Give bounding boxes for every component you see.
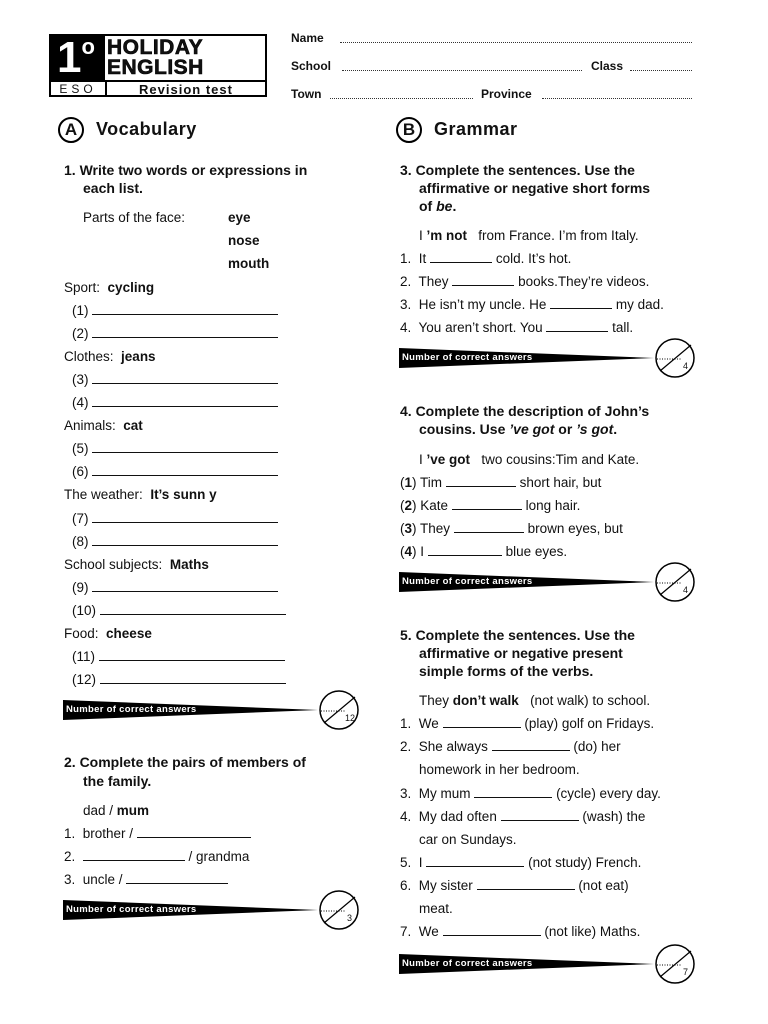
answer-blank[interactable] xyxy=(92,337,278,338)
title-box xyxy=(49,34,267,97)
q2-example: dad / mum xyxy=(83,803,150,818)
q3-instruction-3: of be. xyxy=(419,198,457,214)
eso-label: ESO xyxy=(51,80,107,97)
q2-item-1: 1. brother / xyxy=(64,826,251,841)
q3-item-4: 4. You aren’t short. You tall. xyxy=(400,320,634,335)
town-field[interactable] xyxy=(330,98,473,99)
answer-blank[interactable] xyxy=(446,486,516,487)
section-a-title: Vocabulary xyxy=(96,119,197,139)
section-b-title: Grammar xyxy=(434,119,518,139)
subtitle: Revision test xyxy=(107,80,265,97)
q3-example: I ’m not from France. I’m from Italy. xyxy=(419,228,639,243)
answer-blank[interactable] xyxy=(92,452,278,453)
class-field[interactable] xyxy=(630,70,692,71)
q5-item-4: 4. My dad often (wash) the xyxy=(400,809,646,824)
score-label: Number of correct answers xyxy=(66,904,197,915)
score-total: 4 xyxy=(683,585,689,595)
answer-blank[interactable] xyxy=(454,532,524,533)
score-label: Number of correct answers xyxy=(402,958,533,969)
q1-group-label: The weather: It’s sunn y xyxy=(64,487,217,502)
q1-group-label: Sport: cycling xyxy=(64,280,155,295)
q5-item-5: 5. I (not study) French. xyxy=(400,855,642,870)
score-label: Number of correct answers xyxy=(402,352,533,363)
q2-instruction-2: the family. xyxy=(83,773,152,789)
answer-blank[interactable] xyxy=(99,660,285,661)
q5-item-2: 2. She always (do) her xyxy=(400,739,621,754)
answer-blank[interactable] xyxy=(92,314,278,315)
q1-instruction-2: each list. xyxy=(83,180,143,196)
answer-blank[interactable] xyxy=(137,837,251,838)
answer-blank[interactable] xyxy=(492,750,570,751)
q5-instruction-3: simple forms of the verbs. xyxy=(419,663,594,679)
q1-item-10: (10) xyxy=(72,603,286,618)
score-bar-q4 xyxy=(399,562,699,602)
q1-item-6: (6) xyxy=(72,464,278,479)
score-bar-q2 xyxy=(63,890,363,930)
answer-blank[interactable] xyxy=(92,475,278,476)
q4-instruction-2: cousins. Use ’ve got or ’s got. xyxy=(419,421,618,437)
q1-instruction-1: 1. Write two words or expressions in xyxy=(64,162,308,178)
section-a-badge: A xyxy=(58,117,84,143)
q5-item-7: 7. We (not like) Maths. xyxy=(400,924,641,939)
q2-item-3: 3. uncle / xyxy=(64,872,228,887)
q4-item-1: (1) Tim short hair, but xyxy=(400,475,602,490)
q1-item-3: (3) xyxy=(72,372,278,387)
answer-blank[interactable] xyxy=(100,683,286,684)
q5-item-6-cont: meat. xyxy=(419,901,453,916)
q4-example: I ’ve got two cousins:Tim and Kate. xyxy=(419,452,640,467)
q1-item-9: (9) xyxy=(72,580,278,595)
q4-item-4: (4) I blue eyes. xyxy=(400,544,568,559)
q3-instruction-1: 3. Complete the sentences. Use the xyxy=(400,162,635,178)
q1-group-label: School subjects: Maths xyxy=(64,557,209,572)
q3-item-3: 3. He isn’t my uncle. He my dad. xyxy=(400,297,664,312)
answer-blank[interactable] xyxy=(452,509,522,510)
q1-item-1: (1) xyxy=(72,303,278,318)
score-total: 3 xyxy=(347,913,353,923)
answer-blank[interactable] xyxy=(92,522,278,523)
score-label: Number of correct answers xyxy=(402,576,533,587)
province-label: Province xyxy=(481,87,532,101)
score-bar-q5 xyxy=(399,944,699,984)
class-label: Class xyxy=(591,59,624,73)
q1-face-label: Parts of the face: xyxy=(83,210,186,225)
answer-blank[interactable] xyxy=(430,262,492,263)
answer-blank[interactable] xyxy=(477,889,575,890)
answer-blank[interactable] xyxy=(92,591,278,592)
q1-group-label: Food: cheese xyxy=(64,626,152,641)
q1-item-8: (8) xyxy=(72,534,278,549)
q5-item-1: 1. We (play) golf on Fridays. xyxy=(400,716,655,731)
section-b-badge: B xyxy=(396,117,422,143)
score-total: 7 xyxy=(683,967,689,977)
q5-instruction-1: 5. Complete the sentences. Use the xyxy=(400,627,635,643)
q2-instruction-1: 2. Complete the pairs of members of xyxy=(64,754,306,770)
name-label: Name xyxy=(291,31,324,45)
q1-item-4: (4) xyxy=(72,395,278,410)
q1-item-7: (7) xyxy=(72,511,278,526)
name-field[interactable] xyxy=(340,42,692,43)
q1-face-word: mouth xyxy=(228,256,270,271)
q5-example: They don’t walk (not walk) to school. xyxy=(419,693,651,708)
answer-blank[interactable] xyxy=(443,727,521,728)
level-number: 1$^o$ xyxy=(51,36,105,80)
score-bar-q3 xyxy=(399,338,699,378)
q5-instruction-2: affirmative or negative present xyxy=(419,645,623,661)
answer-blank[interactable] xyxy=(550,308,612,309)
score-total: 12 xyxy=(345,713,356,723)
answer-blank[interactable] xyxy=(100,614,286,615)
answer-blank[interactable] xyxy=(546,331,608,332)
answer-blank[interactable] xyxy=(474,797,552,798)
score-bar-q1 xyxy=(63,690,363,730)
answer-blank[interactable] xyxy=(126,883,228,884)
q5-item-4-cont: car on Sundays. xyxy=(419,832,517,847)
q1-face-word: eye xyxy=(228,210,251,225)
answer-blank[interactable] xyxy=(92,383,278,384)
q3-item-2: 2. They books.They’re videos. xyxy=(400,274,650,289)
q1-item-2: (2) xyxy=(72,326,278,341)
answer-blank[interactable] xyxy=(426,866,524,867)
answer-blank[interactable] xyxy=(92,406,278,407)
answer-blank[interactable] xyxy=(452,285,514,286)
score-label: Number of correct answers xyxy=(66,704,197,715)
q5-item-2-cont: homework in her bedroom. xyxy=(419,762,580,777)
q1-face-word: nose xyxy=(228,233,260,248)
q2-item-2: 2. / grandma xyxy=(64,849,250,864)
answer-blank[interactable] xyxy=(443,935,541,936)
school-field[interactable] xyxy=(342,70,582,71)
school-label: School xyxy=(291,59,332,73)
answer-blank[interactable] xyxy=(83,860,185,861)
q1-item-11: (11) xyxy=(72,649,285,664)
q1-group-label: Clothes: jeans xyxy=(64,349,156,364)
q5-item-6: 6. My sister (not eat) xyxy=(400,878,629,893)
q4-item-3: (3) They brown eyes, but xyxy=(400,521,623,536)
town-label: Town xyxy=(291,87,322,101)
q3-item-1: 1. It cold. It’s hot. xyxy=(400,251,572,266)
province-field[interactable] xyxy=(542,98,692,99)
q3-instruction-2: affirmative or negative short forms xyxy=(419,180,651,196)
q4-item-2: (2) Kate long hair. xyxy=(400,498,581,513)
answer-blank[interactable] xyxy=(428,555,502,556)
answer-blank[interactable] xyxy=(501,820,579,821)
q1-group-label: Animals: cat xyxy=(64,418,143,433)
q5-item-3: 3. My mum (cycle) every day. xyxy=(400,786,661,801)
q4-instruction-1: 4. Complete the description of John’s xyxy=(400,403,650,419)
q1-item-12: (12) xyxy=(72,672,286,687)
q1-item-5: (5) xyxy=(72,441,278,456)
answer-blank[interactable] xyxy=(92,545,278,546)
score-total: 4 xyxy=(683,361,689,371)
title: HOLIDAY ENGLISH xyxy=(107,36,204,79)
